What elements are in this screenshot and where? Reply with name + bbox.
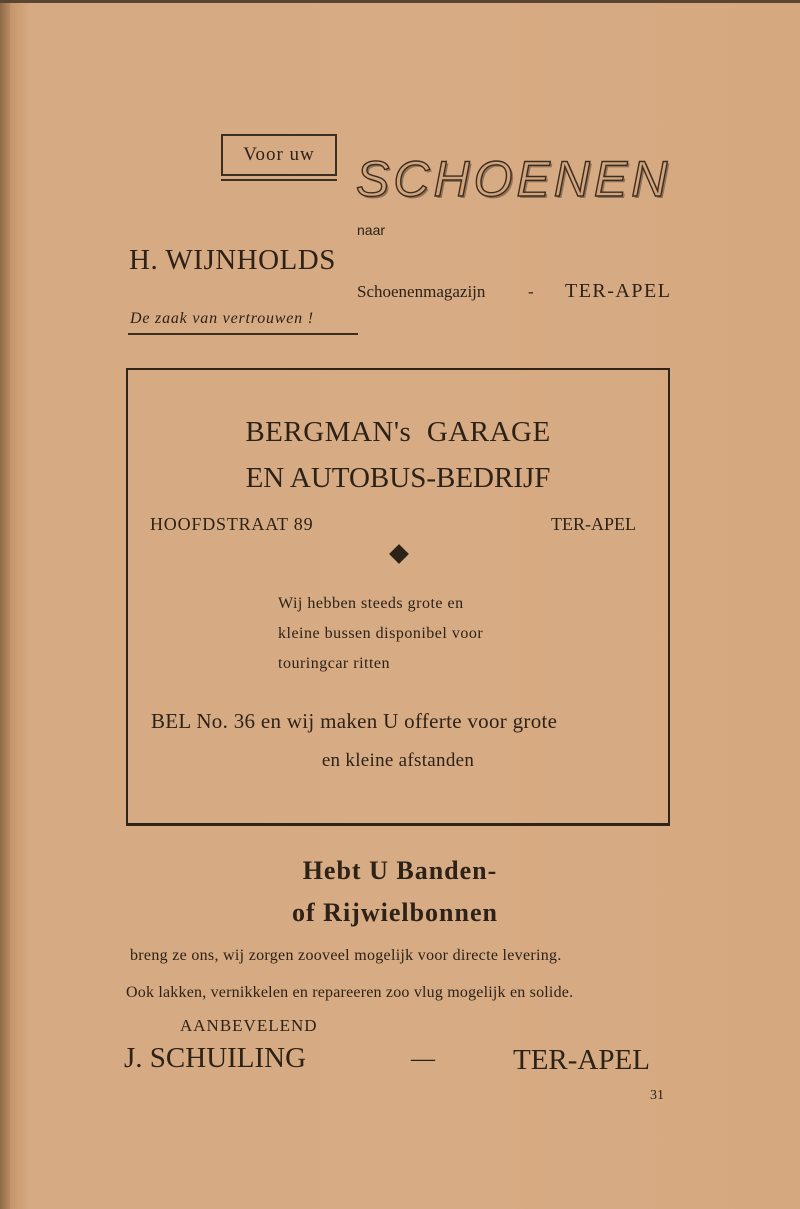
wijnholds-motto: De zaak van vertrouwen ! bbox=[130, 310, 314, 327]
recommend-text: AANBEVELEND bbox=[180, 1016, 318, 1035]
garage-phone-line2: en kleine afstanden bbox=[321, 750, 475, 771]
banden-headline-line1: Hebt U Banden- bbox=[302, 856, 498, 885]
voor-uw-label: Voor uw bbox=[221, 134, 337, 176]
motto-underline bbox=[128, 333, 358, 335]
garage-title-line2: EN AUTOBUS-BEDRIJF bbox=[245, 462, 551, 494]
naar-text: naar bbox=[357, 222, 386, 238]
schuiling-company: J. SCHUILING bbox=[124, 1042, 307, 1074]
voor-uw-underline bbox=[221, 179, 337, 181]
garage-body-line: kleine bussen disponibel voor bbox=[278, 625, 484, 642]
wijnholds-location: TER-APEL bbox=[565, 280, 672, 302]
schuiling-dash: — bbox=[411, 1046, 435, 1072]
location-separator: - bbox=[528, 282, 534, 301]
page-spine bbox=[0, 0, 10, 1209]
garage-body-line: touringcar ritten bbox=[278, 655, 391, 672]
shop-type: Schoenenmagazijn bbox=[357, 282, 486, 301]
garage-body-line: Wij hebben steeds grote en bbox=[278, 595, 464, 612]
garage-phone-line1: BEL No. 36 en wij maken U offerte voor grote bbox=[151, 709, 558, 733]
banden-headline-line2: of Rijwielbonnen bbox=[292, 898, 498, 927]
page-number: 31 bbox=[650, 1088, 664, 1103]
garage-address: HOOFDSTRAAT 89 bbox=[150, 514, 314, 534]
schoenen-headline: SCHOENEN bbox=[356, 151, 672, 207]
schuiling-location: TER-APEL bbox=[513, 1044, 650, 1076]
banden-body-line1: breng ze ons, wij zorgen zooveel mogelijk voor directe levering. bbox=[130, 947, 562, 964]
wijnholds-company: H. WIJNHOLDS bbox=[129, 244, 336, 276]
garage-location: TER-APEL bbox=[551, 514, 636, 534]
page-top-edge bbox=[0, 0, 800, 3]
banden-body-line2: Ook lakken, vernikkelen en repareeren zoo vlug mogelijk en solide. bbox=[126, 984, 574, 1001]
garage-title-line1: BERGMAN's GARAGE bbox=[245, 416, 551, 448]
